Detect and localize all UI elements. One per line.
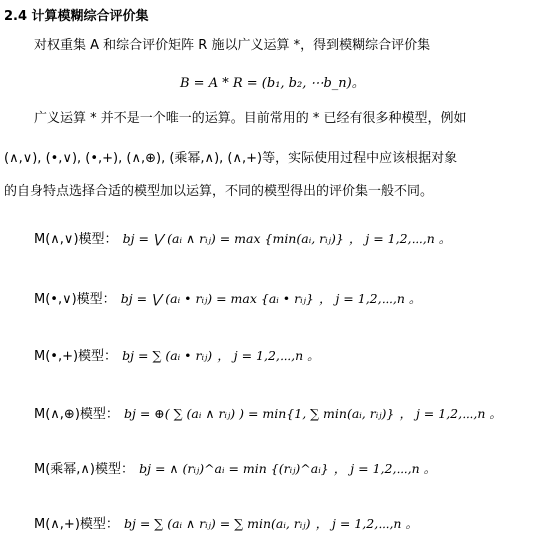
model-row <box>34 228 451 247</box>
model-formula: bj = ∑ (aᵢ ∧ rᵢⱼ) = ∑ min(aᵢ, rᵢⱼ) <box>124 516 311 531</box>
model-formula: bj = ⊕( ∑ (aᵢ ∧ rᵢⱼ) ) = min{1, ∑ min(aᵢ, rᵢⱼ)} <box>124 406 395 421</box>
paragraph-2-line-2: (∧,∨), (•,∨), (•,+), (∧,⊕), (乘幂,∧), (∧,+)等，实际使用过程中应该根据对象 <box>4 151 458 166</box>
paragraph-1: 对权重集 A 和综合评价矩阵 R 施以广义运算 *，得到模糊综合评价集 <box>34 38 431 53</box>
model-label: M(乘幂,∧)模型： <box>34 462 135 477</box>
section-heading: 2.4 计算模糊综合评价集 <box>4 9 149 24</box>
model-index-range: ， j = 1,2,⋯,n 。 <box>333 461 437 476</box>
main-formula: B = A * R = (b₁, b₂, ⋯b_n)。 <box>180 76 365 91</box>
model-formula: bj = ⋁ (aᵢ • rᵢⱼ) = max {aᵢ • rᵢⱼ} <box>120 291 314 306</box>
model-formula: bj = ∧ (rᵢⱼ)^aᵢ = min {(rᵢⱼ)^aᵢ} <box>139 461 329 476</box>
model-label: M(∧,+)模型： <box>34 517 119 532</box>
paragraph-2-line-3: 的自身特点选择合适的模型加以运算，不同的模型得出的评价集一般不同。 <box>4 184 434 199</box>
model-index-range: ， j = 1,2,⋯,n 。 <box>399 406 502 421</box>
model-index-range: ， j = 1,2,⋯,n 。 <box>348 231 452 246</box>
model-row <box>34 458 436 477</box>
model-label: M(∧,∨)模型： <box>34 232 118 247</box>
model-row <box>34 403 502 422</box>
model-index-range: ， j = 1,2,⋯,n 。 <box>318 291 422 306</box>
model-index-range: ， j = 1,2,⋯,n 。 <box>315 516 418 531</box>
model-row <box>34 345 320 364</box>
model-row <box>34 288 421 307</box>
model-index-range: ， j = 1,2,⋯,n 。 <box>217 348 320 363</box>
model-formula: bj = ⋁ (aᵢ ∧ rᵢⱼ) = max {min(aᵢ, rᵢⱼ)} <box>122 231 344 246</box>
model-label: M(•,∨)模型： <box>34 292 116 307</box>
model-label: M(∧,⊕)模型： <box>34 407 119 422</box>
model-row <box>34 513 418 532</box>
model-label: M(•,+)模型： <box>34 349 118 364</box>
model-formula: bj = ∑ (aᵢ • rᵢⱼ) <box>122 348 213 363</box>
paragraph-2-line-1: 广义运算 * 并不是一个唯一的运算。目前常用的 * 已经有很多种模型，例如 <box>34 111 467 126</box>
